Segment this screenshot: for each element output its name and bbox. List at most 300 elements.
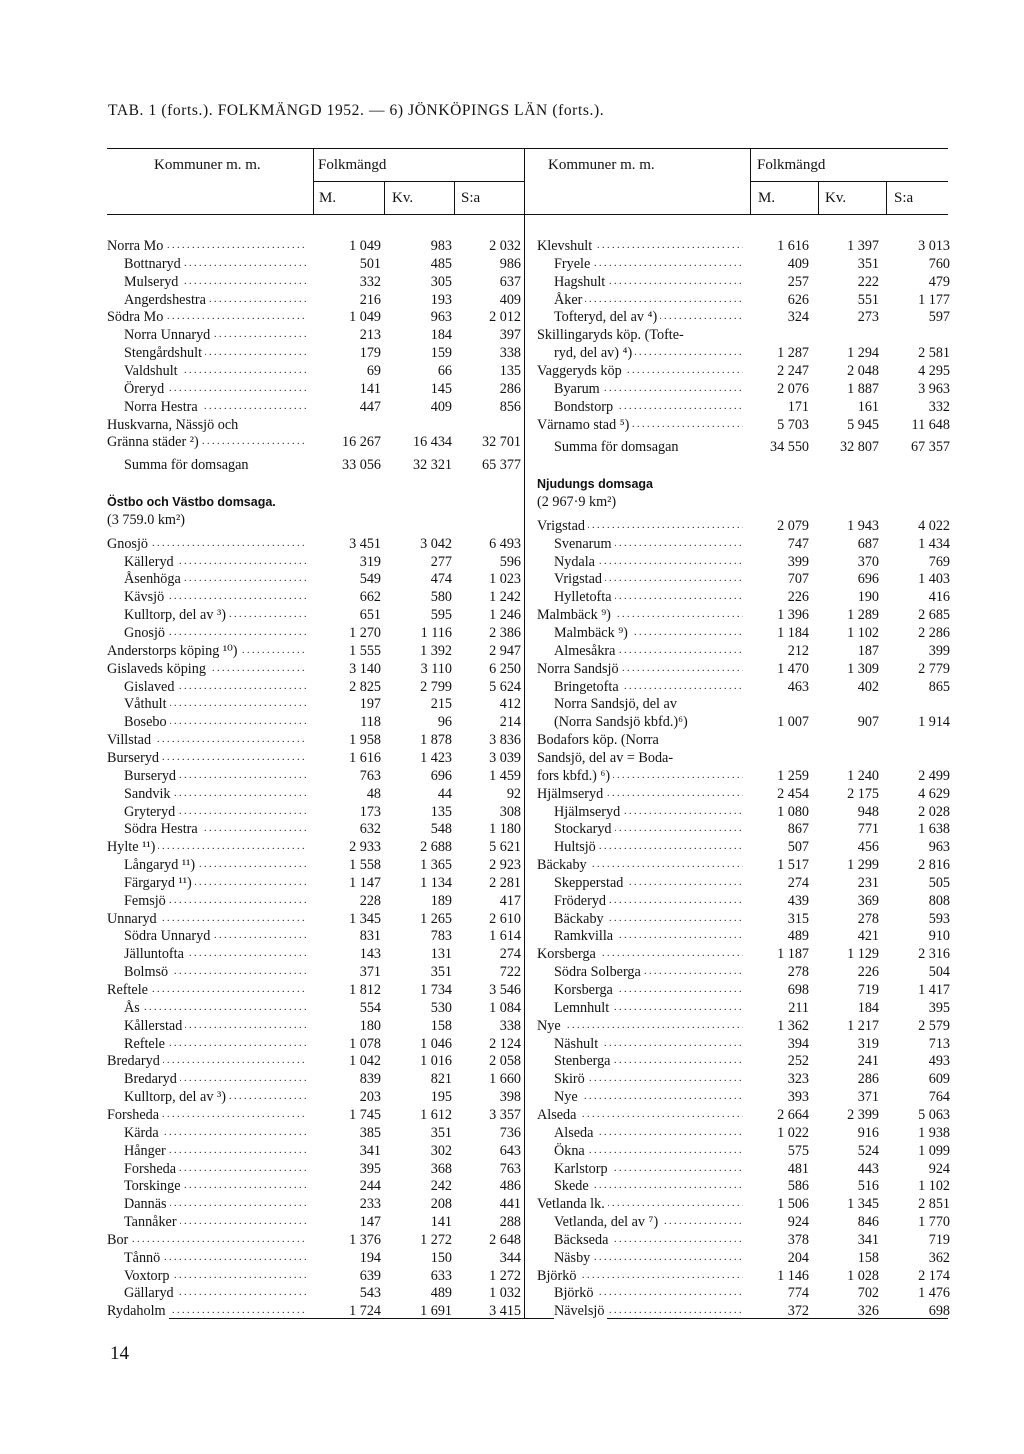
- value-men: 371: [359, 964, 381, 981]
- value-men: 173: [359, 803, 381, 820]
- table-row: [537, 731, 950, 749]
- value-total: 609: [928, 1071, 950, 1088]
- value-men: 69: [366, 362, 381, 379]
- row-label: Källeryd: [124, 554, 177, 570]
- value-women: 1 299: [847, 857, 879, 874]
- value-men: 216: [359, 291, 381, 308]
- value-women: 1 265: [420, 910, 452, 927]
- value-total: 1 023: [489, 571, 521, 588]
- municipality-name: [537, 237, 743, 255]
- value-total: 1 938: [918, 1124, 950, 1141]
- value-men: 1 146: [777, 1267, 809, 1284]
- value-women: 2 175: [847, 785, 879, 802]
- municipality-name: [554, 624, 743, 642]
- municipality-name: [537, 1106, 743, 1124]
- row-label: Torskinge: [124, 1178, 184, 1194]
- value-total: 32 701: [481, 434, 521, 451]
- value-total: 2 124: [489, 1035, 521, 1052]
- value-men: 385: [359, 1124, 381, 1141]
- value-men: 33 056: [341, 457, 381, 474]
- row-label: Tofteryd, del av ⁴): [554, 309, 660, 325]
- value-men: 1 745: [349, 1106, 381, 1123]
- value-women: 371: [857, 1089, 879, 1106]
- row-label: Näsby: [554, 1250, 593, 1266]
- municipality-name: [124, 713, 307, 731]
- value-total: 11 648: [911, 416, 950, 433]
- table-row: [107, 588, 524, 606]
- row-label: Klevshult: [537, 238, 595, 254]
- row-label: Fröderyd: [554, 893, 609, 909]
- value-women: 222: [857, 273, 879, 290]
- value-total: 92: [506, 785, 521, 802]
- municipality-name: [124, 963, 307, 981]
- value-total: 2 779: [918, 660, 950, 677]
- municipality-name: [124, 1284, 307, 1302]
- municipality-name: [537, 856, 743, 874]
- municipality-name: [124, 999, 307, 1017]
- municipality-name: [537, 517, 743, 535]
- value-men: 3 140: [349, 660, 381, 677]
- municipality-name: [107, 1231, 307, 1249]
- value-women: 1 217: [847, 1017, 879, 1034]
- value-total: 3 836: [489, 732, 521, 749]
- value-men: 1 724: [349, 1303, 381, 1320]
- row-label: Karlstorp: [554, 1161, 611, 1177]
- row-label: Unnaryd: [107, 911, 160, 927]
- value-women: 16 434: [412, 434, 452, 451]
- table-row: [537, 642, 950, 660]
- value-men: 586: [787, 1178, 809, 1195]
- row-label: Björkö: [537, 1268, 579, 1284]
- table-row: [537, 291, 950, 309]
- table-row: [107, 416, 524, 434]
- value-total: 1 032: [489, 1285, 521, 1302]
- municipality-name: [554, 1284, 743, 1302]
- table-row: [107, 326, 524, 344]
- value-total: 764: [928, 1089, 950, 1106]
- row-label: Hagshult: [554, 274, 608, 290]
- column-divider: [524, 214, 525, 1318]
- table-row: [537, 1284, 950, 1302]
- value-men: 632: [359, 821, 381, 838]
- table-row: [107, 1267, 524, 1285]
- row-label: ryd, del av) ⁴): [554, 345, 635, 361]
- municipality-name: [554, 308, 743, 326]
- municipality-name: [537, 1267, 743, 1285]
- value-men: 2 079: [777, 517, 809, 534]
- municipality-name: [107, 642, 307, 660]
- value-total: 1 614: [489, 928, 521, 945]
- municipality-name: [554, 1231, 743, 1249]
- municipality-name: [554, 1088, 743, 1106]
- value-total: 67 357: [910, 439, 950, 456]
- value-men: 481: [787, 1160, 809, 1177]
- row-label: Norra Hestra: [124, 399, 201, 415]
- municipality-name: [554, 588, 743, 606]
- municipality-name: [107, 910, 307, 928]
- value-women: 5 945: [847, 416, 879, 433]
- value-women: 1 028: [847, 1267, 879, 1284]
- value-total: 4 022: [918, 517, 950, 534]
- municipality-name: [124, 1017, 307, 1035]
- value-women: 187: [857, 642, 879, 659]
- value-women: 32 807: [839, 439, 879, 456]
- municipality-name: [537, 326, 743, 344]
- table-row: [107, 1249, 524, 1267]
- municipality-name: [554, 874, 743, 892]
- municipality-name: [107, 660, 307, 678]
- value-men: 211: [788, 999, 809, 1016]
- value-total: 6 250: [489, 660, 521, 677]
- row-label: Sandvik: [124, 786, 174, 802]
- municipality-name: [554, 1213, 743, 1231]
- value-women: 190: [857, 589, 879, 606]
- value-total: 493: [928, 1053, 950, 1070]
- table-row: [537, 326, 950, 344]
- municipality-name: [554, 255, 743, 273]
- value-men: 409: [787, 255, 809, 272]
- value-total: 504: [928, 964, 950, 981]
- table-row: [107, 237, 524, 255]
- row-label: Vrigstad: [554, 571, 605, 587]
- value-women: 696: [857, 571, 879, 588]
- table-row: [537, 255, 950, 273]
- row-label: Färgaryd ¹¹): [124, 875, 195, 891]
- row-label: Södra Solberga: [554, 964, 644, 980]
- value-men: 831: [359, 928, 381, 945]
- municipality-name: [554, 999, 743, 1017]
- header-divider: [750, 149, 751, 214]
- table-row: [107, 927, 524, 945]
- value-men: 257: [787, 273, 809, 290]
- row-label: Njudungs domsaga: [537, 477, 656, 491]
- value-men: 3 451: [349, 535, 381, 552]
- value-total: 416: [928, 589, 950, 606]
- table-header-rule: [107, 214, 948, 215]
- row-label: Voxtorp: [124, 1268, 172, 1284]
- value-women: 409: [430, 398, 452, 415]
- value-total: 3 415: [489, 1303, 521, 1320]
- value-total: 479: [928, 273, 950, 290]
- table-row: [107, 1213, 524, 1231]
- value-total: 698: [928, 1303, 950, 1320]
- value-men: 1 376: [349, 1231, 381, 1248]
- value-men: 651: [359, 607, 381, 624]
- row-label: Bringetofta: [554, 679, 622, 695]
- municipality-name: [124, 456, 307, 474]
- value-women: 846: [857, 1214, 879, 1231]
- row-label: Nävelsjö: [554, 1303, 607, 1319]
- table-row: [107, 785, 524, 803]
- value-women: 687: [857, 535, 879, 552]
- municipality-name: [124, 344, 307, 362]
- value-women: 3 042: [420, 535, 452, 552]
- value-total: 719: [928, 1231, 950, 1248]
- value-total: 1 417: [918, 982, 950, 998]
- municipality-name: [107, 981, 307, 999]
- row-label: (3 759.0 km²): [107, 512, 188, 528]
- value-women: 771: [857, 821, 879, 838]
- municipality-name: [107, 237, 307, 255]
- value-women: 3 110: [420, 660, 452, 677]
- municipality-name: [124, 695, 307, 713]
- value-men: 399: [787, 553, 809, 570]
- row-label: Norra Mo: [107, 238, 166, 254]
- row-label: Norra Unnaryd: [124, 327, 213, 343]
- table-row: [107, 1231, 524, 1249]
- table-row: [107, 456, 524, 474]
- table-row: [537, 695, 950, 713]
- table-row: [537, 660, 950, 678]
- value-total: 399: [928, 642, 950, 659]
- value-women: 351: [857, 255, 879, 272]
- value-women: 485: [430, 255, 452, 272]
- value-men: 179: [359, 345, 381, 362]
- value-men: 278: [787, 964, 809, 981]
- value-total: 910: [928, 928, 950, 945]
- table-row: [107, 1017, 524, 1035]
- value-men: 16 267: [341, 434, 381, 451]
- row-label: Åker: [554, 292, 585, 308]
- municipality-name: [554, 927, 743, 945]
- row-label: Vetlanda, del av ⁷): [554, 1214, 661, 1230]
- value-total: 505: [928, 874, 950, 891]
- value-total: 865: [928, 678, 950, 695]
- value-women: 286: [857, 1071, 879, 1088]
- municipality-name: [107, 416, 307, 434]
- value-women: 2 688: [420, 839, 452, 856]
- folkmangd-underline-right: [750, 181, 948, 182]
- value-women: 907: [857, 714, 879, 731]
- value-women: 135: [430, 803, 452, 820]
- value-men: 197: [359, 696, 381, 713]
- value-men: 639: [359, 1267, 381, 1284]
- row-label: Gislaved: [124, 679, 177, 695]
- value-men: 2 076: [777, 380, 809, 397]
- row-label: Kulltorp, del av ³): [124, 607, 229, 623]
- header-sa-right: S:a: [894, 190, 914, 206]
- municipality-name: [107, 511, 307, 529]
- value-women: 145: [430, 380, 452, 397]
- value-men: 1 080: [777, 803, 809, 820]
- row-label: Summa för domsagan: [124, 457, 252, 473]
- header-m-right: M.: [758, 190, 776, 206]
- municipality-name: [554, 892, 743, 910]
- header-kv-left: Kv.: [392, 190, 414, 206]
- value-total: 808: [928, 892, 950, 909]
- value-women: 326: [857, 1303, 879, 1320]
- value-men: 2 664: [777, 1106, 809, 1123]
- row-label: Södra Unnaryd: [124, 928, 213, 944]
- row-label: Jälluntofta: [124, 946, 187, 962]
- value-total: 963: [928, 839, 950, 856]
- value-women: 368: [430, 1160, 452, 1177]
- value-women: 1 016: [420, 1053, 452, 1070]
- row-label: Norra Sandsjö, del av: [554, 696, 680, 712]
- value-total: 417: [499, 892, 521, 909]
- municipality-name: [124, 1142, 307, 1160]
- value-women: 351: [430, 964, 452, 981]
- municipality-name: [554, 1142, 743, 1160]
- value-total: 338: [499, 345, 521, 362]
- table-row: [537, 1177, 950, 1195]
- table-row: [537, 1142, 950, 1160]
- value-men: 554: [359, 999, 381, 1016]
- value-total: 2 316: [918, 946, 950, 963]
- value-men: 324: [787, 309, 809, 326]
- table-row: [107, 493, 524, 511]
- value-women: 1 397: [847, 238, 879, 254]
- table-row: [537, 493, 950, 511]
- value-total: 643: [499, 1142, 521, 1159]
- value-men: 147: [359, 1214, 381, 1231]
- value-women: 96: [437, 714, 452, 731]
- value-men: 171: [787, 398, 809, 415]
- row-label: Angerdshestra: [124, 292, 209, 308]
- table-row: [537, 1160, 950, 1178]
- row-label: Östbo och Västbo domsaga.: [107, 495, 279, 509]
- header-sa-left: S:a: [461, 190, 481, 206]
- value-men: 48: [366, 785, 381, 802]
- table-row: [537, 1088, 950, 1106]
- value-total: 2 579: [918, 1017, 950, 1034]
- value-total: 395: [928, 999, 950, 1016]
- value-women: 530: [430, 999, 452, 1016]
- row-label: Reftele: [124, 1036, 168, 1052]
- value-total: 1 099: [918, 1142, 950, 1159]
- row-label: Sandsjö, del av = Boda-: [537, 750, 676, 766]
- municipality-name: [554, 291, 743, 309]
- value-women: 1 272: [420, 1231, 452, 1248]
- table-row: [107, 344, 524, 362]
- municipality-name: [124, 1124, 307, 1142]
- municipality-name: [537, 1017, 743, 1035]
- value-men: 204: [787, 1249, 809, 1266]
- value-total: 486: [499, 1178, 521, 1195]
- value-women: 1 289: [847, 607, 879, 624]
- value-men: 395: [359, 1160, 381, 1177]
- value-men: 1 558: [349, 857, 381, 874]
- municipality-name: [124, 927, 307, 945]
- table-row: [107, 874, 524, 892]
- row-label: Bottnaryd: [124, 256, 184, 272]
- municipality-name: [554, 642, 743, 660]
- table-row: [537, 438, 950, 456]
- header-divider: [454, 182, 455, 214]
- value-total: 441: [499, 1196, 521, 1213]
- municipality-name: [124, 1213, 307, 1231]
- table-row: [537, 398, 950, 416]
- table-row: [537, 892, 950, 910]
- table-row: [107, 892, 524, 910]
- value-total: 6 493: [489, 535, 521, 552]
- value-women: 595: [430, 607, 452, 624]
- table-row: [537, 981, 950, 999]
- value-men: 1 184: [777, 625, 809, 641]
- municipality-name: [124, 570, 307, 588]
- table-row: [537, 380, 950, 398]
- value-men: 839: [359, 1071, 381, 1088]
- row-label: Kållerstad: [124, 1018, 185, 1034]
- value-women: 226: [857, 964, 879, 981]
- municipality-name: [124, 874, 307, 892]
- row-label: Ökna: [554, 1143, 588, 1159]
- value-men: 233: [359, 1196, 381, 1213]
- value-women: 158: [857, 1249, 879, 1266]
- table-row: [107, 1124, 524, 1142]
- value-women: 524: [857, 1142, 879, 1159]
- value-total: 2 851: [918, 1196, 950, 1213]
- municipality-name: [537, 749, 743, 767]
- municipality-name: [124, 1177, 307, 1195]
- value-men: 698: [787, 982, 809, 998]
- value-women: 402: [857, 678, 879, 695]
- value-total: 722: [499, 964, 521, 981]
- value-total: 2 281: [489, 874, 521, 891]
- row-label: Gryteryd: [124, 804, 178, 820]
- value-total: 286: [499, 380, 521, 397]
- row-label: Ramkvilla: [554, 928, 616, 944]
- value-men: 2 454: [777, 785, 809, 802]
- row-label: Norra Sandsjö: [537, 661, 622, 677]
- value-men: 244: [359, 1178, 381, 1195]
- value-women: 158: [430, 1017, 452, 1034]
- value-women: 1 116: [420, 625, 452, 641]
- value-women: 548: [430, 821, 452, 838]
- row-label: Fryele: [554, 256, 593, 272]
- table-row: [537, 785, 950, 803]
- value-men: 226: [787, 589, 809, 606]
- table-row: [537, 624, 950, 642]
- value-women: 241: [857, 1053, 879, 1070]
- value-men: 274: [787, 874, 809, 891]
- row-label: Hylte ¹¹): [107, 839, 158, 855]
- row-label: Hultsjö: [554, 839, 599, 855]
- value-total: 2 648: [489, 1231, 521, 1248]
- value-total: 397: [499, 327, 521, 344]
- table-row: [537, 1124, 950, 1142]
- header-folkmangd-right: Folkmängd: [757, 157, 826, 173]
- value-total: 637: [499, 273, 521, 290]
- table-row: [107, 273, 524, 291]
- value-men: 1 270: [349, 625, 381, 641]
- municipality-name: [554, 1177, 743, 1195]
- value-women: 821: [430, 1071, 452, 1088]
- row-label: Nye: [554, 1089, 581, 1105]
- row-label: Våthult: [124, 696, 170, 712]
- municipality-name: [124, 892, 307, 910]
- municipality-name: [537, 785, 743, 803]
- row-label: Hånger: [124, 1143, 169, 1159]
- municipality-name: [554, 1302, 743, 1320]
- value-total: 2 386: [489, 625, 521, 641]
- row-label: Dannäs: [124, 1196, 170, 1212]
- value-men: 1 616: [349, 749, 381, 766]
- table-row: [107, 624, 524, 642]
- value-women: 1 392: [420, 642, 452, 659]
- municipality-name: [554, 678, 743, 696]
- table-top-rule: [107, 148, 948, 149]
- municipality-name: [554, 838, 743, 856]
- table-row: [107, 963, 524, 981]
- value-total: 5 621: [489, 839, 521, 856]
- value-men: 2 247: [777, 362, 809, 379]
- row-label: Bäckseda: [554, 1232, 611, 1248]
- value-women: 193: [430, 291, 452, 308]
- table-row: [107, 1302, 524, 1320]
- municipality-name: [107, 1106, 307, 1124]
- row-label: Skillingaryds köp. (Tofte-: [537, 327, 687, 343]
